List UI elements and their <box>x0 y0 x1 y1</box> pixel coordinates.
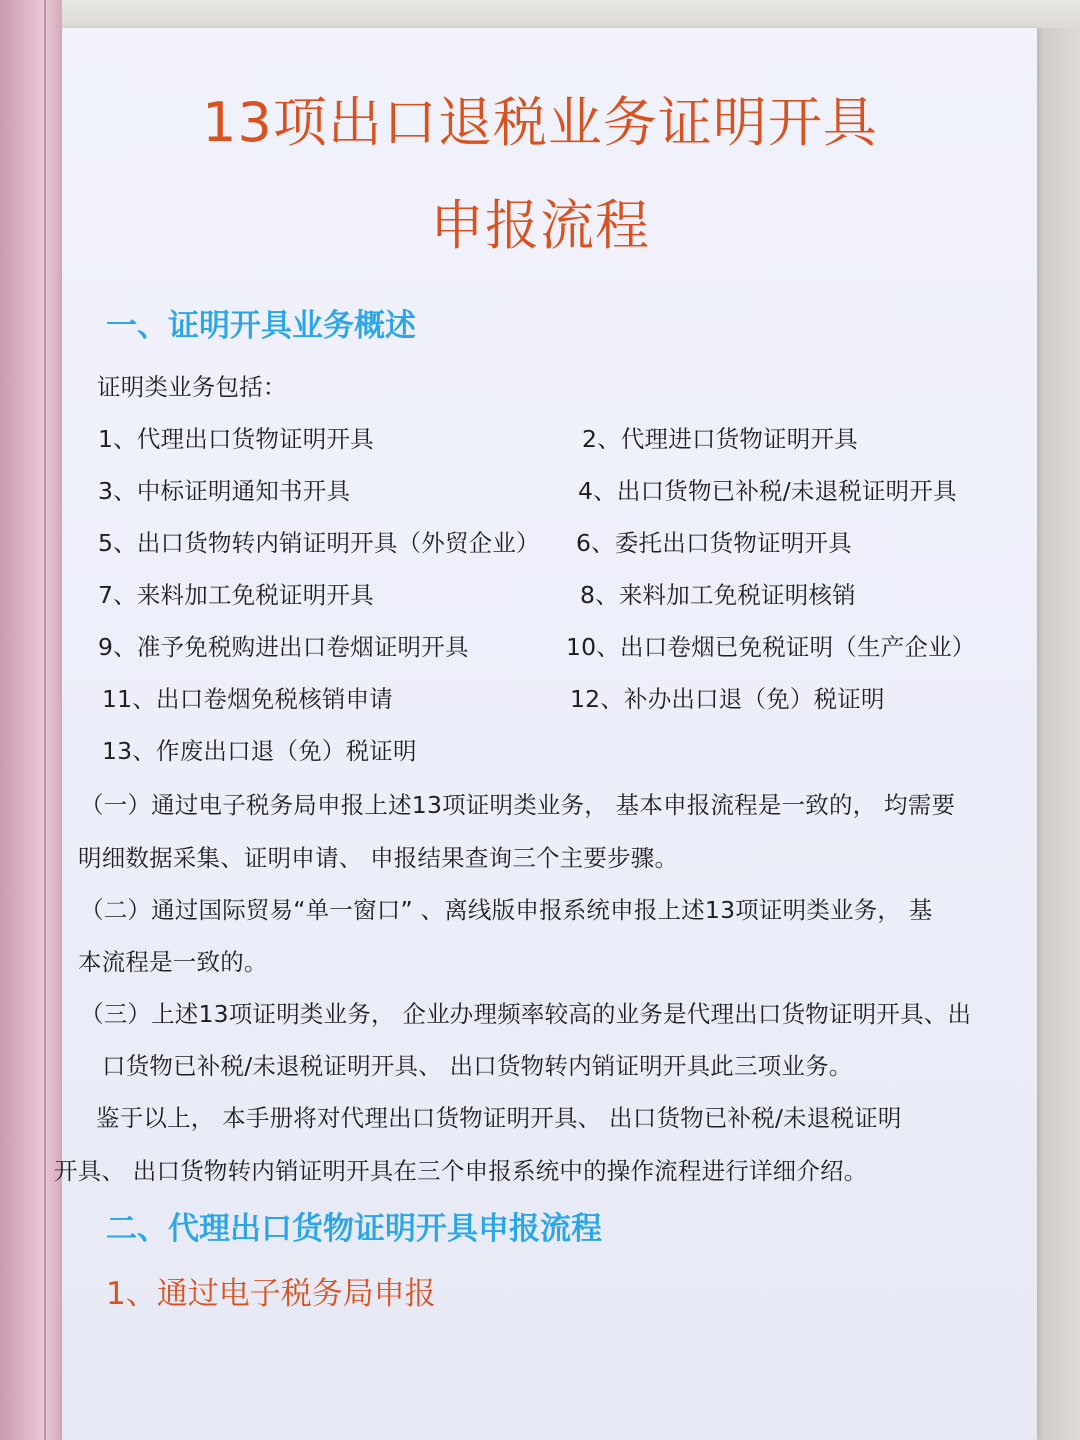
list-item-13: 13、作废出口退（免）税证明 <box>102 737 417 765</box>
list-item-4: 4、出口货物已补税/未退税证明开具 <box>578 477 957 505</box>
page-title-line-1: 13项出口退税业务证明开具 <box>202 91 878 154</box>
desk-top-edge <box>62 0 1080 30</box>
list-item-11: 11、出口卷烟免税核销申请 <box>102 685 394 713</box>
section-2-heading: 二、代理出口货物证明开具申报流程 <box>106 1211 602 1247</box>
paragraph-3-line-1: （三）上述13项证明类业务， 企业办理频率较高的业务是代理出口货物证明开具、出 <box>80 1000 972 1028</box>
paragraph-3-line-2: 口货物已补税/未退税证明开具、 出口货物转内销证明开具此三项业务。 <box>102 1052 853 1080</box>
list-item-5: 5、出口货物转内销证明开具（外贸企业） <box>98 529 540 557</box>
section-1-heading: 一、证明开具业务概述 <box>106 308 416 344</box>
section-1-intro: 证明类业务包括： <box>97 373 287 401</box>
list-item-10: 10、出口卷烟已免税证明（生产企业） <box>566 633 976 661</box>
list-item-7: 7、来料加工免税证明开具 <box>98 581 374 609</box>
list-item-12: 12、补办出口退（免）税证明 <box>570 685 885 713</box>
list-item-8: 8、来料加工免税证明核销 <box>580 581 856 609</box>
paragraph-4-line-2: 开具、 出口货物转内销证明开具在三个申报系统中的操作流程进行详细介绍。 <box>54 1157 868 1185</box>
section-2-subheading: 1、通过电子税务局申报 <box>106 1276 436 1312</box>
list-item-6: 6、委托出口货物证明开具 <box>576 529 852 557</box>
page-title-line-2: 申报流程 <box>430 194 650 257</box>
list-item-3: 3、中标证明通知书开具 <box>98 477 351 505</box>
list-item-2: 2、代理进口货物证明开具 <box>582 425 858 453</box>
paragraph-4-line-1: 鉴于以上， 本手册将对代理出口货物证明开具、 出口货物已补税/未退税证明 <box>96 1104 902 1132</box>
paragraph-1-line-2: 明细数据采集、证明申请、 申报结果查询三个主要步骤。 <box>78 844 679 872</box>
paragraph-2-line-1: （二）通过国际贸易“单一窗口” 、离线版申报系统申报上述13项证明类业务， 基 <box>80 896 933 924</box>
paragraph-1-line-1: （一）通过电子税务局申报上述13项证明类业务， 基本申报流程是一致的， 均需要 <box>80 791 956 819</box>
paragraph-2-line-2: 本流程是一致的。 <box>78 948 268 976</box>
list-item-9: 9、准予免税购进出口卷烟证明开具 <box>98 633 469 661</box>
list-item-1: 1、代理出口货物证明开具 <box>98 425 374 453</box>
